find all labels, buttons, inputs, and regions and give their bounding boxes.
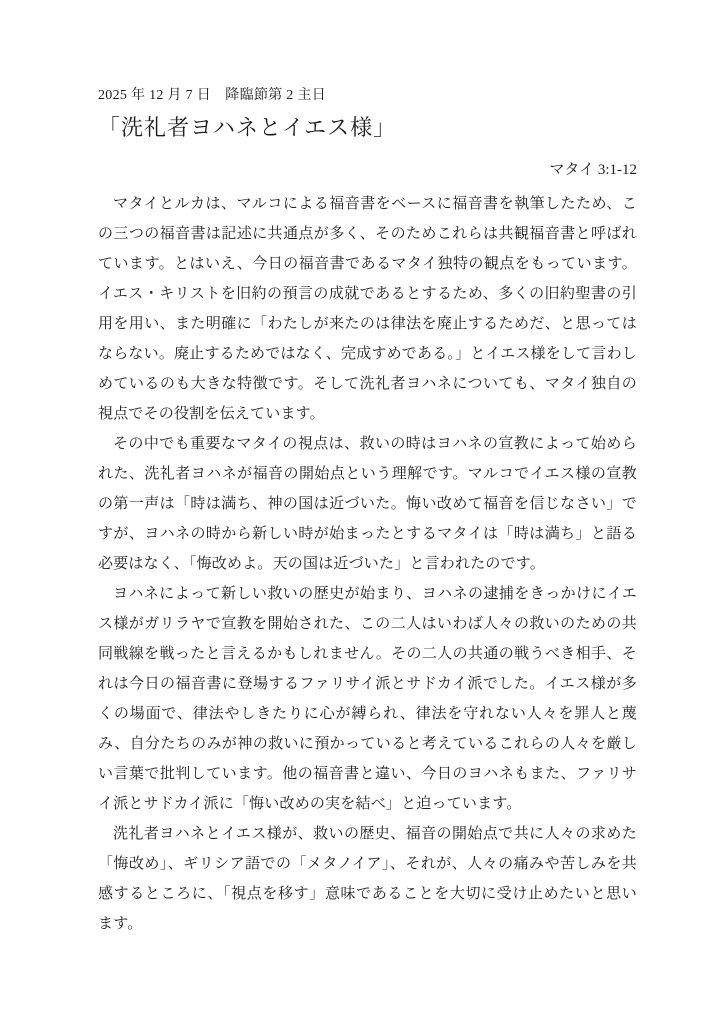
sermon-body bbox=[98, 189, 637, 939]
paragraph-3: ヨハネによって新しい救いの歴史が始まり、ヨハネの逮捕をきっかけにイエス様がガリラヤで宣教を開始された、この二人はいわば人々の救いのための共同戦線を戦ったと言えるかもしれません。その二人の共通の戦うべき相手、それは今日の福音書に登場するファリサイ派とサドカイ派でした。イエス様が多くの場面で、律法やしきたりに心が縛られ、律法を守れない人々を罪人と蔑み、自分たちのみが神の救いに預かっていると考えているこれらの人々を厳しい言葉で批判しています。他の福音書と違い、今日のヨハネもまた、ファリサイ派とサドカイ派に「悔い改めの実を結べ」と迫っています。 bbox=[98, 586, 637, 812]
paragraph-2: その中でも重要なマタイの視点は、救いの時はヨハネの宣教によって始められた、洗礼者ヨハネが福音の開始点という理解です。マルコでイエス様の宣教の第一声は「時は満ち、神の国は近づいた。悔い改めて福音を信じなさい」ですが、ヨハネの時から新しい時が始まったとするマタイは「時は満ち」と語る必要はなく、「悔改めよ。天の国は近づいた」と言われたのです。 bbox=[98, 436, 637, 572]
scripture-reference: マタイ 3:1-12 bbox=[549, 162, 637, 178]
paragraph-1: マタイとルカは、マルコによる福音書をベースに福音書を執筆したため、この三つの福音書は記述に共通点が多く、そのためこれらは共観福音書と呼ばれています。とはいえ、今日の福音書であるマタイ独特の観点をもっています。イエス・キリストを旧約の預言の成就であるとするため、多くの旧約聖書の引用を用い、また明確に「わたしが来たのは律法を廃止するためだ、と思ってはならない。廃止するためではなく、完成すめである。」とイエス様をして言わしめているのも大きな特徴です。そして洗礼者ヨハネについても、マタイ独自の視点でその役割を伝えています。 bbox=[98, 196, 637, 422]
date-line: 2025 年 12 月 7 日 降臨節第 2 主日 bbox=[98, 88, 326, 103]
page-title: 「洗礼者ヨハネとイエス様」 bbox=[98, 115, 397, 140]
paragraph-4: 洗礼者ヨハネとイエス様が、救いの歴史、福音の開始点で共に人々の求めた「悔改め」、ギリシア語での「メタノイア」、それが、人々の痛みや苦しみを共感するところに、「視点を移す」意味であることを大切に受け止めたいと思います。 bbox=[98, 826, 637, 932]
